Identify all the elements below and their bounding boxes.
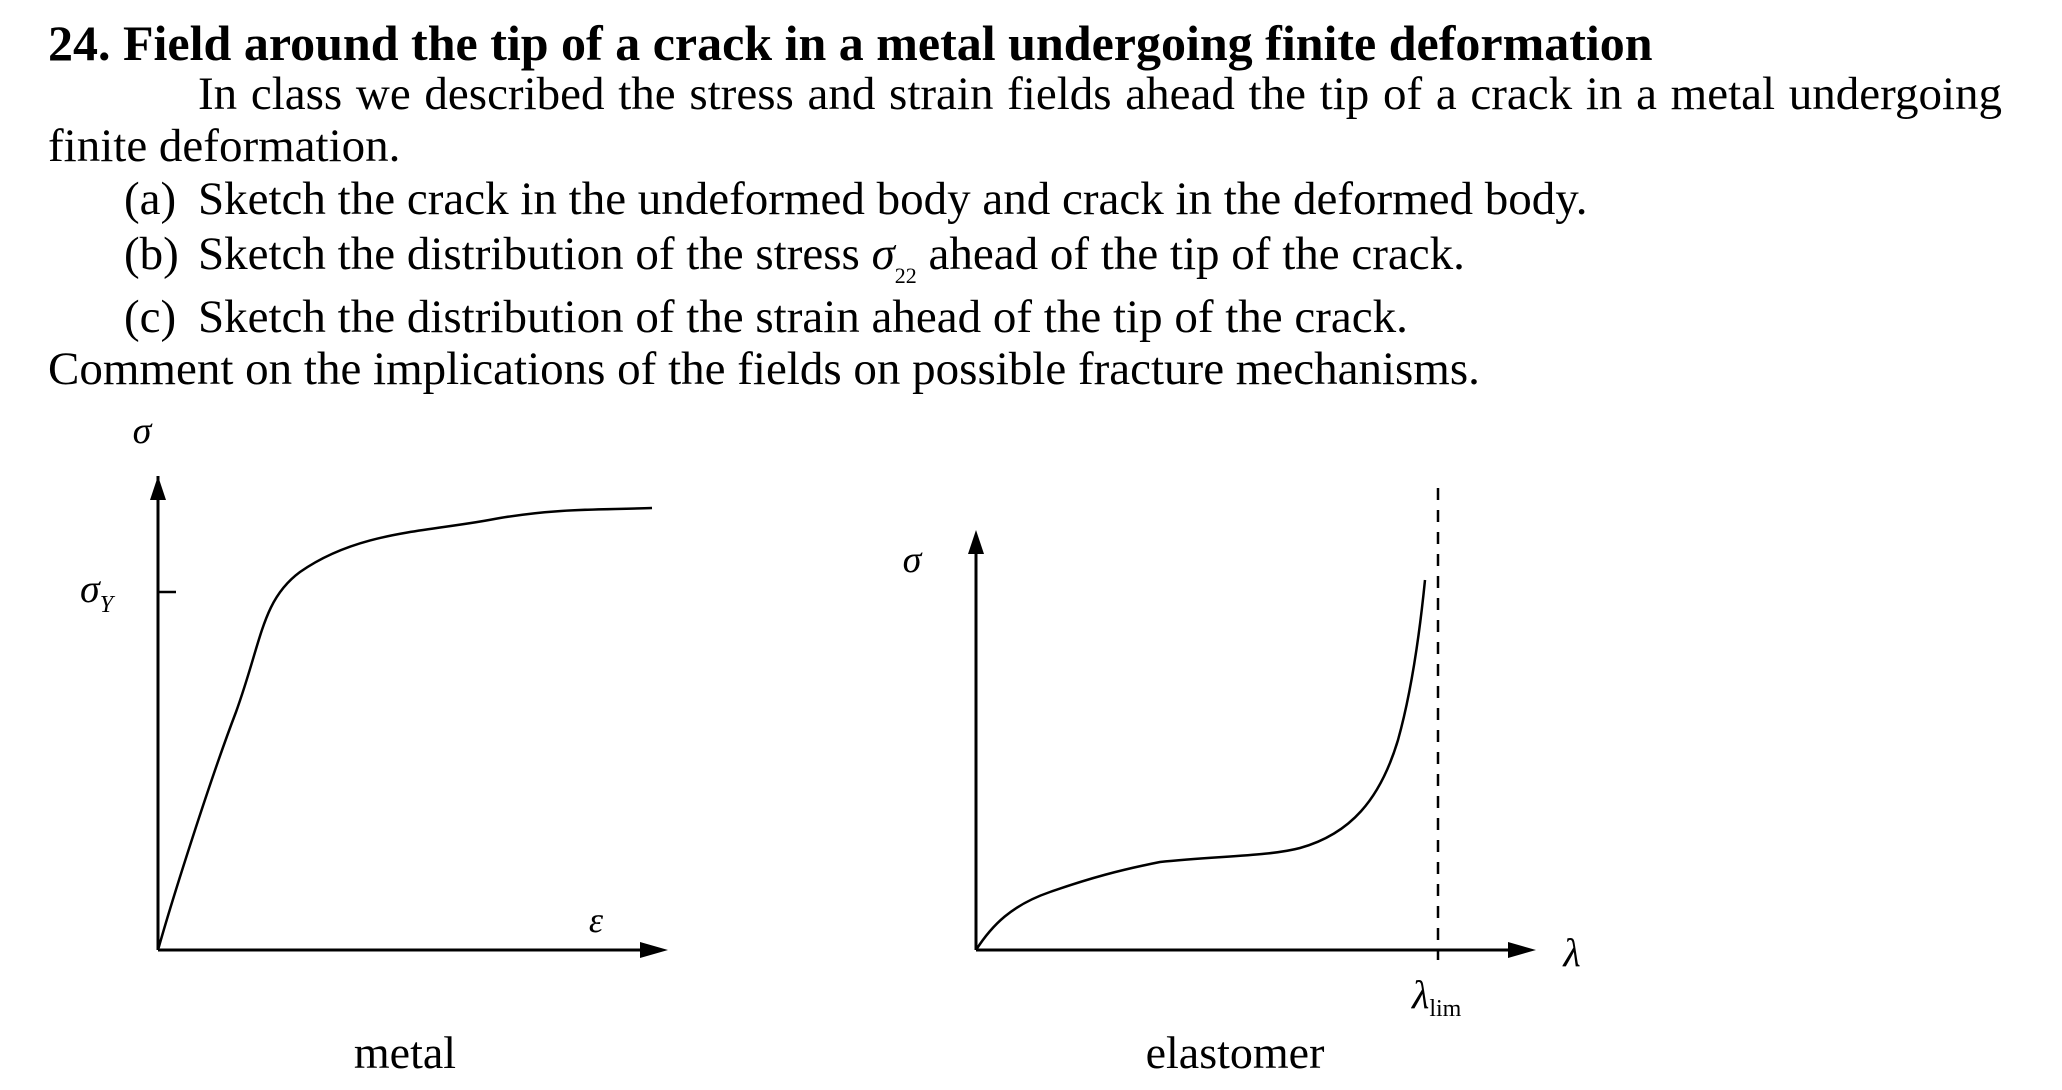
elastomer-caption: elastomer bbox=[1145, 1027, 1325, 1078]
metal-x-label: ε bbox=[588, 900, 604, 940]
elastomer-stress-stretch-curve bbox=[976, 580, 1425, 950]
yield-label-sub: Y bbox=[99, 592, 114, 618]
yield-label bbox=[80, 566, 116, 618]
problem-intro: In class we described the stress and strain fields ahead the tip of a crack in a metal undergoing finite deformation. bbox=[48, 68, 2002, 172]
elastomer-y-label: σ bbox=[902, 539, 922, 581]
limit-label-main: λ bbox=[1412, 972, 1430, 1017]
metal-figure bbox=[80, 410, 668, 1078]
metal-stress-strain-curve bbox=[158, 508, 652, 950]
elastomer-x-label: λ bbox=[1563, 930, 1581, 975]
yield-label-main: σ bbox=[80, 566, 100, 611]
item-c-text: Sketch the distribution of the strain ahead of the tip of the crack. bbox=[198, 291, 1408, 343]
elastomer-x-arrowhead bbox=[1508, 942, 1536, 958]
item-b-label: (b) bbox=[124, 228, 179, 280]
item-a-text: Sketch the crack in the undeformed body and crack in the deformed body. bbox=[198, 173, 1588, 225]
stress-subscript: 22 bbox=[894, 263, 917, 288]
elastomer-figure bbox=[903, 488, 1581, 1078]
elastomer-y-arrowhead bbox=[968, 530, 984, 554]
item-b-text-before: Sketch the distribution of the stress bbox=[198, 228, 860, 280]
metal-y-arrowhead bbox=[150, 476, 166, 500]
metal-x-arrowhead bbox=[640, 942, 668, 958]
metal-caption: metal bbox=[353, 1027, 457, 1078]
problem-comment: Comment on the implications of the fields on possible fracture mechanisms. bbox=[48, 343, 1480, 395]
item-c-label: (c) bbox=[124, 291, 177, 343]
limit-label-sub: lim bbox=[1429, 996, 1462, 1022]
metal-y-label: σ bbox=[132, 410, 152, 452]
item-a-label: (a) bbox=[124, 173, 177, 225]
problem-title: 24. Field around the tip of a crack in a metal undergoing finite deformation bbox=[48, 15, 1653, 71]
stress-symbol: σ bbox=[871, 228, 895, 280]
limit-label bbox=[1411, 972, 1462, 1022]
item-b-text-after: ahead of the tip of the crack. bbox=[928, 228, 1465, 280]
